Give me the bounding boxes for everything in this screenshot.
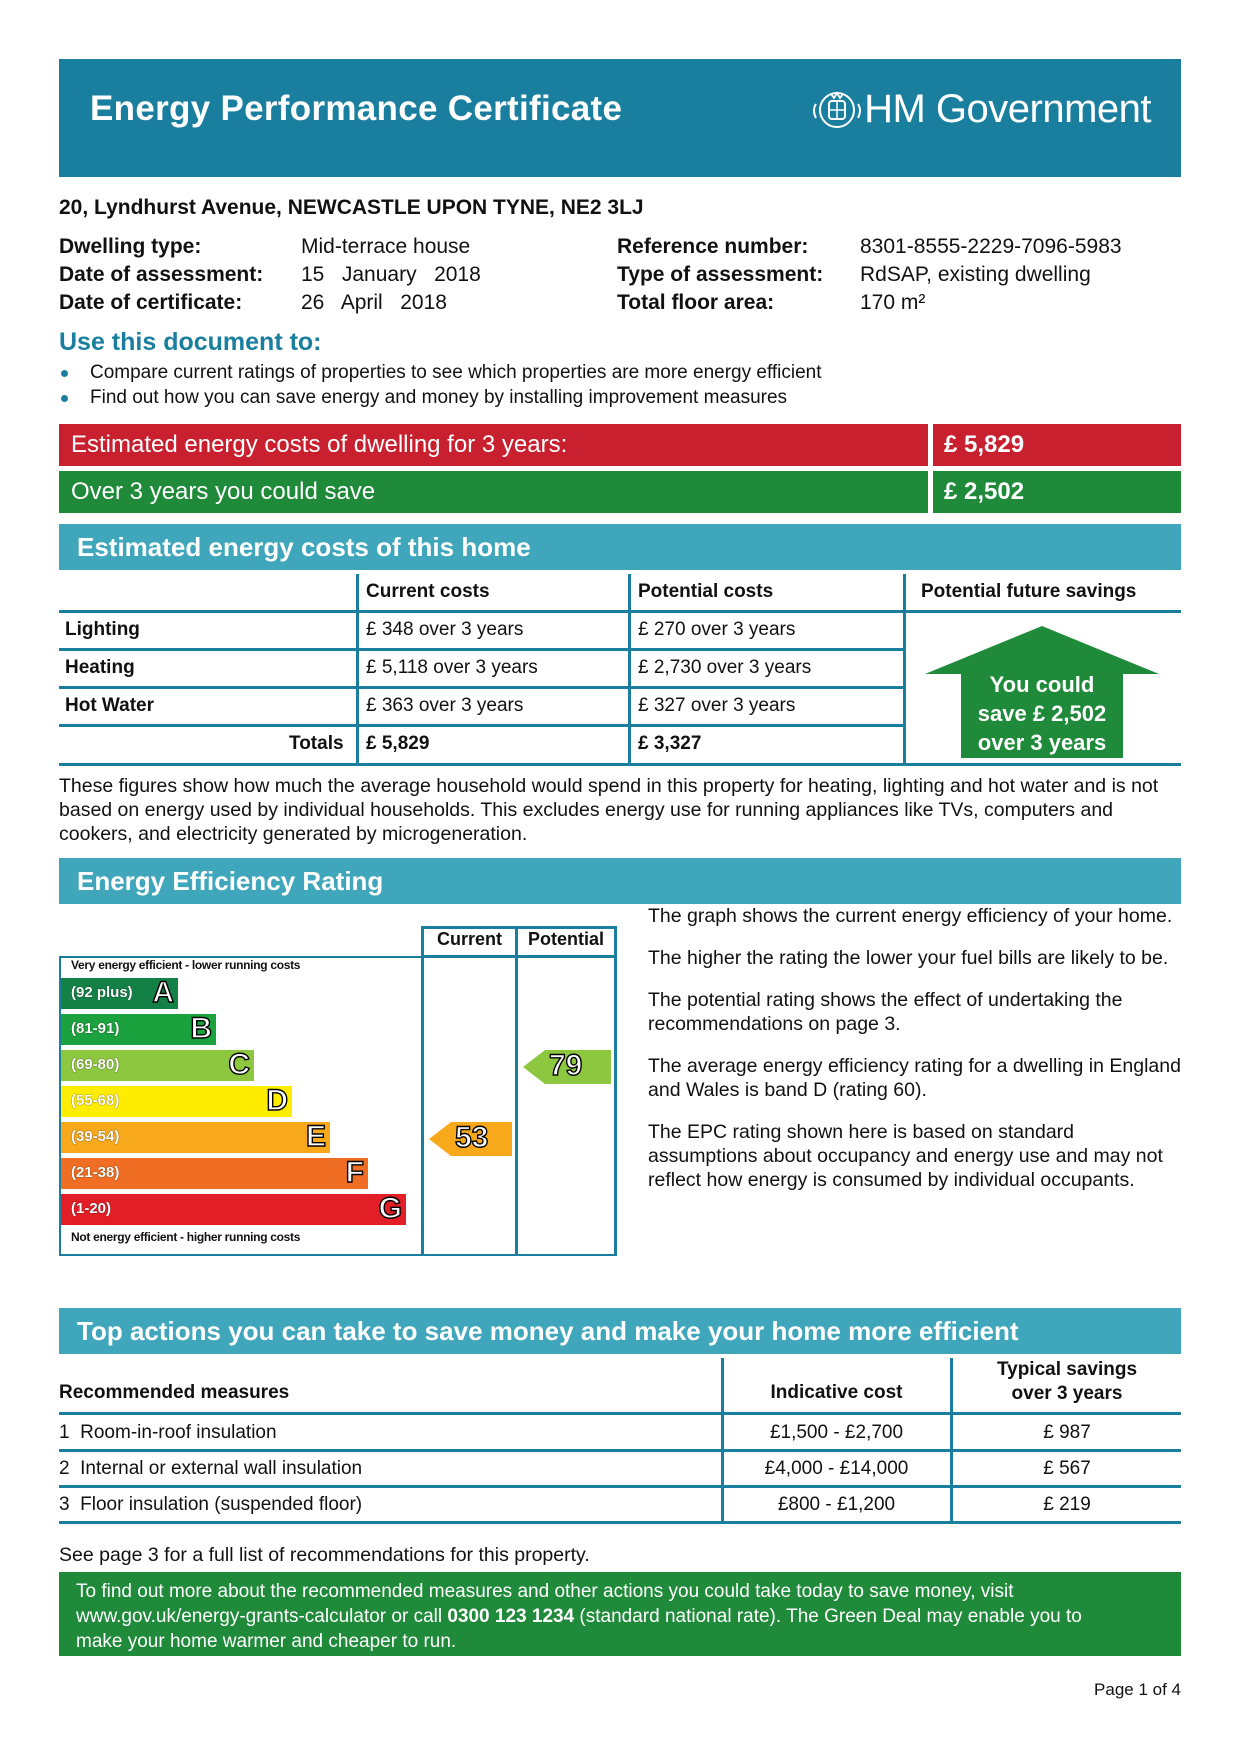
phone-number: 0300 123 1234 <box>447 1606 575 1627</box>
table-divider <box>721 1358 724 1521</box>
dwelling-type-label: Dwelling type: <box>59 235 202 258</box>
table-divider <box>59 1449 1181 1452</box>
rating-arrows <box>59 926 620 1258</box>
measure-row-2: 2 Internal or external wall insulation <box>59 1458 363 1479</box>
potential-rating-value: 79 <box>549 1049 583 1082</box>
measure-3-cost: £800 - £1,200 <box>777 1494 896 1515</box>
bottom-efficiency-label: Not energy efficient - higher running costs <box>71 1230 301 1244</box>
royal-crest-icon <box>810 88 864 132</box>
property-address: 20, Lyndhurst Avenue, NEWCASTLE UPON TYNE, NE2 3LJ <box>59 196 644 219</box>
estimated-costs-bar <box>59 424 1181 466</box>
costs-explanation: These figures show how much the average household would spend in this property for heating, lighting and hot water and is not based on energy used by individual households. This excludes energy use for running appliances like TVs, computers and cookers, and electricity generated by microgeneration. <box>59 775 1159 845</box>
row-label-lighting: Lighting <box>65 619 140 640</box>
table-divider <box>59 1412 1181 1415</box>
band-letter: A <box>152 976 174 1009</box>
certificate-date-label: Date of certificate: <box>59 291 243 314</box>
table-divider <box>628 574 631 763</box>
floor-area-label: Total floor area: <box>617 291 775 314</box>
measure-2-saving: £ 567 <box>1043 1458 1091 1479</box>
band-letter: B <box>190 1012 212 1045</box>
band-range-label: (92 plus) <box>71 984 133 1001</box>
potential-savings-label: Over 3 years you could save <box>59 471 928 513</box>
table-divider <box>950 1358 953 1521</box>
band-range-label: (55-68) <box>71 1092 120 1109</box>
assessment-type-value: RdSAP, existing dwelling <box>860 263 1091 286</box>
row-label-hot-water: Hot Water <box>65 695 155 716</box>
header-banner <box>59 59 1181 177</box>
band-range-label: (39-54) <box>71 1128 120 1145</box>
reference-label: Reference number: <box>617 235 809 258</box>
measure-2-cost: £4,000 - £14,000 <box>764 1458 909 1479</box>
measure-1-saving: £ 987 <box>1043 1422 1091 1443</box>
table-divider <box>356 574 359 763</box>
band-letter: E <box>305 1120 326 1153</box>
floor-area-value: 170 m² <box>860 291 926 314</box>
heating-current: £ 5,118 over 3 years <box>366 657 538 678</box>
rating-explanation <box>648 904 1183 1192</box>
measure-3-saving: £ 219 <box>1043 1494 1091 1515</box>
page-number: Page 1 of 4 <box>1094 1680 1181 1699</box>
rating-paragraph: The graph shows the current energy efficiency of your home. <box>648 905 1173 927</box>
header-future-savings: Potential future savings <box>921 581 1137 602</box>
logo-text: HM Government <box>864 87 1151 131</box>
bullet-item: Find out how you can save energy and money by installing improvement measures <box>59 387 787 409</box>
table-divider <box>59 686 906 689</box>
actions-section-title: Top actions you can take to save money and make your home more efficient <box>59 1308 1181 1354</box>
energy-costs-table <box>59 574 1181 766</box>
row-label-heating: Heating <box>65 657 135 678</box>
table-divider <box>59 610 1181 613</box>
rating-paragraph: The average energy efficiency rating for a dwelling in England and Wales is band D (rating 60). <box>648 1055 1181 1101</box>
bullet-item: Compare current ratings of properties to see which properties are more energy efficient <box>59 362 822 384</box>
estimated-costs-value: £ 5,829 <box>933 424 1181 466</box>
actions-table <box>59 1358 1181 1526</box>
certificate-date-value: 26 April 2018 <box>301 291 447 314</box>
column-current-header: Current <box>436 929 502 949</box>
savings-arrow-text: You could save £ 2,502 over 3 years <box>977 672 1107 755</box>
header-indicative-cost: Indicative cost <box>770 1382 903 1403</box>
totals-current: £ 5,829 <box>366 733 430 754</box>
band-letter: C <box>228 1048 250 1081</box>
assessment-date-label: Date of assessment: <box>59 263 264 286</box>
assessment-date-value: 15 January 2018 <box>301 263 481 286</box>
page-title: Energy Performance Certificate <box>90 89 623 128</box>
rating-paragraph: The EPC rating shown here is based on standard assumptions about occupancy and energy use and may not reflect how energy is consumed by individual occupants. <box>648 1121 1163 1191</box>
band-range-label: (21-38) <box>71 1164 120 1181</box>
band-range-label: (81-91) <box>71 1020 120 1037</box>
bullet-dot-icon <box>61 395 68 402</box>
column-potential-header: Potential <box>527 929 604 949</box>
header-recommended-measures: Recommended measures <box>59 1382 290 1403</box>
current-rating-value: 53 <box>455 1121 489 1154</box>
table-divider <box>59 1485 1181 1488</box>
rating-section-title: Energy Efficiency Rating <box>59 858 1181 904</box>
totals-label: Totals <box>289 733 344 754</box>
band-letter: F <box>345 1156 364 1189</box>
table-divider <box>59 763 1181 766</box>
lighting-current: £ 348 over 3 years <box>366 619 524 640</box>
potential-savings-bar <box>59 471 1181 513</box>
band-letter: D <box>266 1084 288 1117</box>
footer-info-box: To find out more about the recommended measures and other actions you could take today to save money, visit www.gov.uk/energy-grants-calculator or call 0300 123 1234 (standard national rate). The Green Deal may enable you to make your home warmer and cheaper to run. <box>59 1572 1181 1656</box>
table-divider <box>59 648 906 651</box>
header-typical-savings: Typical savings over 3 years <box>996 1359 1138 1404</box>
bullet-dot-icon <box>61 370 68 377</box>
rating-paragraph: The higher the rating the lower your fuel bills are likely to be. <box>648 947 1169 969</box>
potential-savings-value: £ 2,502 <box>933 471 1181 513</box>
energy-rating-chart <box>59 926 620 1258</box>
heating-potential: £ 2,730 over 3 years <box>638 657 812 678</box>
lighting-potential: £ 270 over 3 years <box>638 619 796 640</box>
header-current-costs: Current costs <box>366 581 490 602</box>
band-letter: G <box>378 1192 402 1225</box>
use-document-title: Use this document to: <box>59 328 322 356</box>
estimated-costs-label: Estimated energy costs of dwelling for 3 years: <box>59 424 928 466</box>
measure-row-3: 3 Floor insulation (suspended floor) <box>59 1494 363 1515</box>
hot-water-potential: £ 327 over 3 years <box>638 695 796 716</box>
table-divider <box>59 724 906 727</box>
see-page-note: See page 3 for a full list of recommendations for this property. <box>59 1544 590 1566</box>
measure-row-1: 1 Room-in-roof insulation <box>59 1422 277 1443</box>
assessment-type-label: Type of assessment: <box>617 263 824 286</box>
hm-government-logo <box>810 87 1151 132</box>
band-range-label: (69-80) <box>71 1056 120 1073</box>
table-divider <box>903 574 906 763</box>
table-divider <box>59 1521 1181 1524</box>
rating-paragraph: The potential rating shows the effect of undertaking the recommendations on page 3. <box>648 989 1123 1035</box>
measure-1-cost: £1,500 - £2,700 <box>769 1422 904 1443</box>
totals-potential: £ 3,327 <box>638 733 702 754</box>
band-range-label: (1-20) <box>71 1200 112 1217</box>
energy-costs-section-title: Estimated energy costs of this home <box>59 524 1181 570</box>
reference-value: 8301-8555-2229-7096-5983 <box>860 235 1122 258</box>
top-efficiency-label: Very energy efficient - lower running costs <box>71 958 301 972</box>
dwelling-type-value: Mid-terrace house <box>301 235 471 258</box>
hot-water-current: £ 363 over 3 years <box>366 695 524 716</box>
header-potential-costs: Potential costs <box>638 581 774 602</box>
